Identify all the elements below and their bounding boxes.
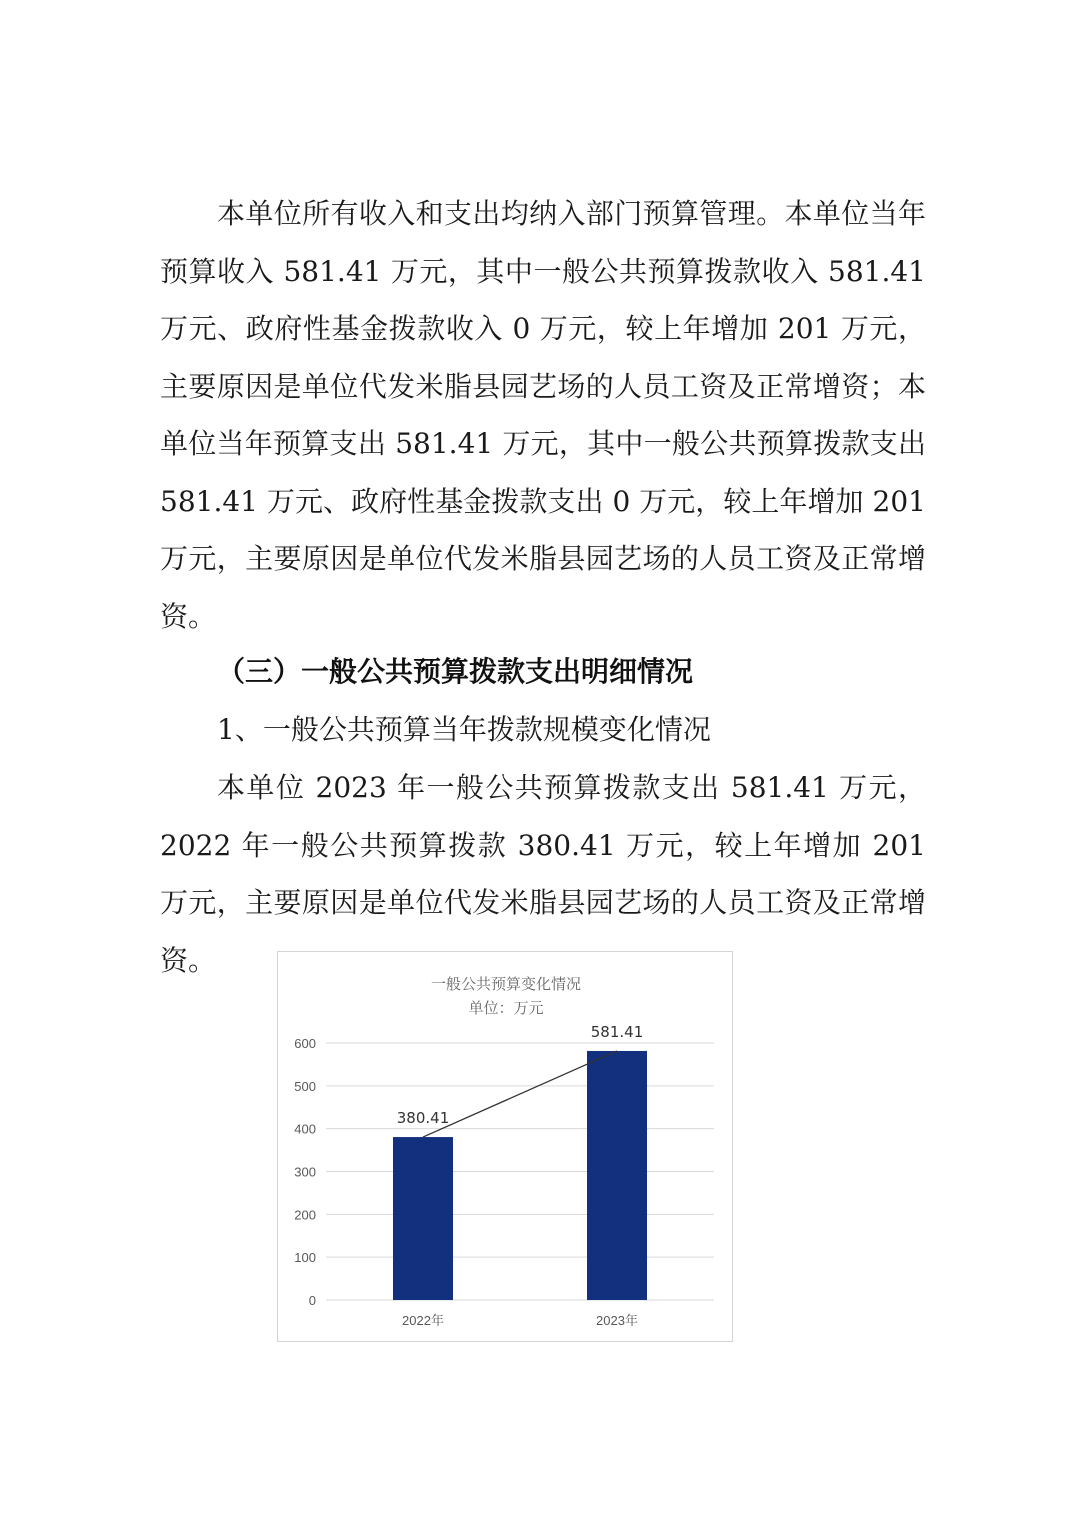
y-tick-label: 0 [308, 1293, 316, 1308]
subsection-heading: 1、一般公共预算当年拨款规模变化情况 [217, 713, 711, 746]
budget-chart [277, 951, 733, 1342]
y-tick-label: 600 [294, 1036, 316, 1051]
x-tick-label: 2023年 [596, 1313, 638, 1328]
data-label: 581.41 [590, 1022, 644, 1041]
data-label: 380.41 [396, 1109, 450, 1128]
y-tick-label: 500 [294, 1078, 316, 1094]
budget-paragraph: 本单位所有收入和支出均纳入部门预算管理。本单位当年预算收入 581.41 万元，其中一般公共预算拨款收入 581.41 万元、政府性基金拨款收入 0 万元，较上年增加 201 万元，主要原因是单位代发米脂县园艺场的人员工资及正常增资；本单位当年预算支出 581.41 万元，其中一般公共预算拨款支出 581.41 万元、政府性基金拨款支出 0 万元，较上年增加 201 万元，主要原因是单位代发米脂县园艺场的人员工资及正常增资。 [160, 197, 926, 633]
bar-2023年 [587, 1051, 647, 1300]
x-tick-label: 2022年 [402, 1313, 444, 1328]
chart-gridlines [326, 1043, 714, 1300]
y-tick-label: 300 [294, 1164, 316, 1180]
chart-title: 一般公共预算变化情况 [430, 975, 582, 993]
budget-chart-svg [278, 952, 734, 1343]
chart-bars [393, 1051, 647, 1300]
chart-subtitle: 单位：万元 [468, 999, 544, 1017]
y-tick-label: 100 [294, 1250, 316, 1266]
y-tick-label: 400 [294, 1121, 316, 1137]
y-tick-label: 200 [294, 1207, 316, 1223]
bar-2022年 [393, 1137, 453, 1300]
appropriation-paragraph: 本单位 2023 年一般公共预算拨款支出 581.41 万元，2022 年一般公共预算拨款 380.41 万元，较上年增加 201 万元，主要原因是单位代发米脂县园艺场的人员工资及正常增资。 [160, 771, 926, 977]
section-heading: （三）一般公共预算拨款支出明细情况 [217, 655, 694, 688]
